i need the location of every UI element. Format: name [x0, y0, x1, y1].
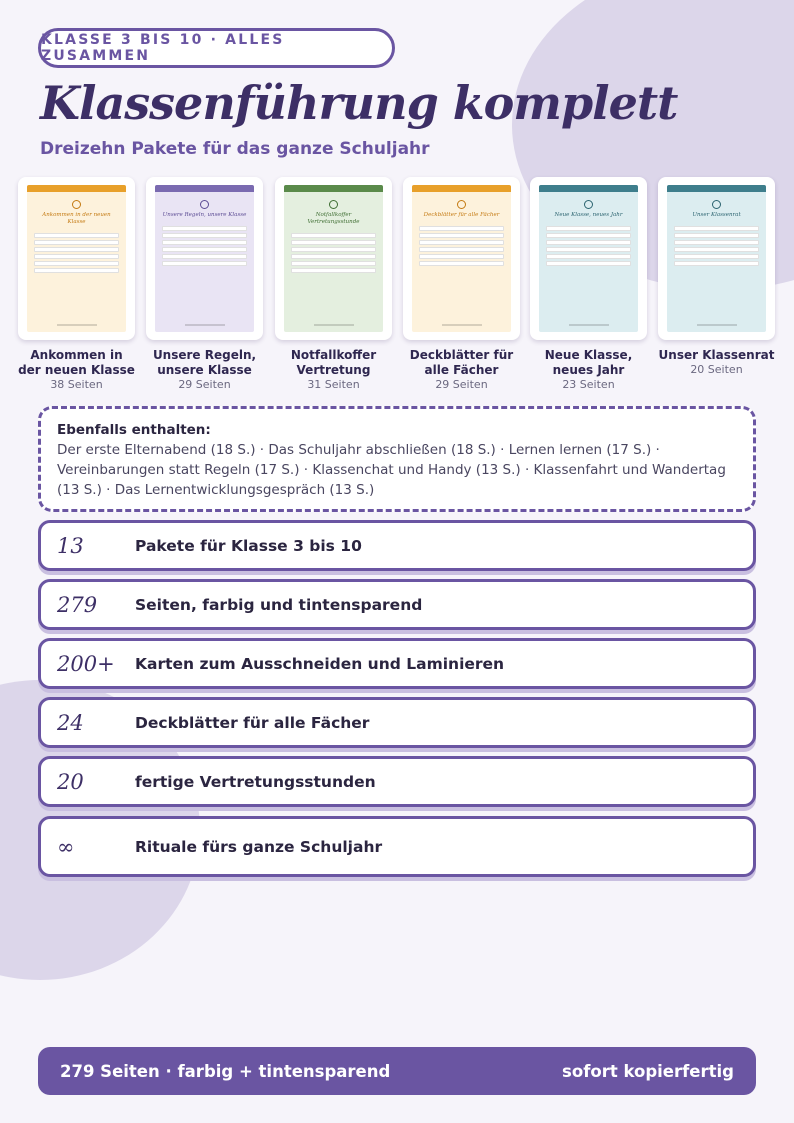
cover-row-decoration [674, 226, 759, 231]
cover-row-decoration [291, 268, 376, 273]
cover-thumbnail [403, 177, 520, 340]
sun-icon [72, 200, 81, 209]
cover-band [27, 185, 126, 192]
cover-row-decoration [291, 261, 376, 266]
cover-row-decoration [162, 226, 247, 231]
cover-row-decoration [291, 254, 376, 259]
cover-row-decoration [546, 261, 631, 266]
stat-card [38, 579, 756, 630]
cover-band [539, 185, 638, 192]
cover-spacer [545, 219, 632, 224]
cover-name: Ankommen in der neuen Klasse [18, 348, 135, 377]
cover-band [155, 185, 254, 192]
cover-sheet-title: Deckblätter für alle Fächer [423, 212, 500, 218]
stat-label: Seiten, farbig und tintensparend [135, 595, 423, 614]
stat-card [38, 756, 756, 807]
cover-row-decoration [419, 254, 504, 259]
cover-row-decoration [34, 254, 119, 259]
cover-row-decoration [34, 233, 119, 238]
cover-row-decoration [419, 233, 504, 238]
cover-band [667, 185, 766, 192]
cover-thumbnail [658, 177, 775, 340]
cover-row-decoration [34, 247, 119, 252]
cover-row-decoration [546, 240, 631, 245]
cover-sheet [412, 185, 511, 332]
cover-page-count: 23 Seiten [562, 378, 615, 391]
stat-label: Pakete für Klasse 3 bis 10 [135, 536, 362, 555]
stat-number: 200+ [57, 651, 115, 676]
cover-sheet [539, 185, 638, 332]
stat-card [38, 520, 756, 571]
cover-row-decoration [162, 261, 247, 266]
stat-number: 20 [57, 769, 84, 794]
cover-thumbnail [18, 177, 135, 340]
package-cover [18, 177, 135, 392]
page-title: Klassenführung komplett [40, 76, 678, 130]
stat-card [38, 638, 756, 689]
cover-row-decoration [674, 233, 759, 238]
stat-card [38, 697, 756, 748]
package-cover [146, 177, 263, 392]
cover-spacer [33, 226, 120, 231]
cover-footer-line [539, 324, 638, 326]
cover-row-decoration [546, 233, 631, 238]
book-icon [457, 200, 466, 209]
package-covers [18, 177, 778, 397]
footer-left-text: 279 Seiten · farbig + tintensparend [60, 1061, 391, 1081]
package-cover [403, 177, 520, 392]
cover-row-decoration [674, 254, 759, 259]
footer-right-text: sofort kopierfertig [562, 1061, 734, 1081]
cover-row-decoration [419, 261, 504, 266]
cover-row-decoration [546, 226, 631, 231]
cover-sheet [155, 185, 254, 332]
cover-thumbnail [146, 177, 263, 340]
cover-name: Unsere Regeln, unsere Klasse [152, 348, 257, 377]
stat-number: 279 [57, 592, 98, 617]
cover-row-decoration [162, 233, 247, 238]
cover-row-decoration [34, 261, 119, 266]
cover-row-decoration [291, 247, 376, 252]
cover-footer-line [667, 324, 766, 326]
briefcase-icon [329, 200, 338, 209]
also-included-list: Der erste Elternabend (18 S.) · Das Schuljahr abschließen (18 S.) · Lernen lernen (17 S.) · Vereinbarungen statt Regeln (17 S.) · Klassenchat und Handy (13 S.) · Klassenfahrt und Wandertag (13 S.) · Das Lernentwicklungsgespräch (13 S.) [57, 442, 726, 498]
cover-row-decoration [419, 226, 504, 231]
cover-page-count: 31 Seiten [307, 378, 360, 391]
cover-row-decoration [34, 240, 119, 245]
cover-sheet [27, 185, 126, 332]
grade-range-pill: KLASSE 3 BIS 10 · ALLES ZUSAMMEN [38, 28, 395, 68]
cover-row-decoration [546, 247, 631, 252]
cover-page-count: 29 Seiten [178, 378, 231, 391]
cover-sheet-title: Notfallkoffer Vertretungsstunde [307, 212, 360, 225]
cover-thumbnail [530, 177, 647, 340]
cover-sheet-title: Ankommen in der neuen Klasse [42, 212, 111, 225]
cover-row-decoration [419, 240, 504, 245]
package-cover [530, 177, 647, 392]
check-icon [200, 200, 209, 209]
cover-band [284, 185, 383, 192]
cover-page-count: 29 Seiten [435, 378, 488, 391]
cover-band [412, 185, 511, 192]
also-included-box [38, 406, 756, 512]
cover-name: Neue Klasse, neues Jahr [544, 348, 633, 377]
cover-sheet-title: Unser Klassenrat [692, 212, 741, 218]
cover-spacer [290, 226, 377, 231]
cover-name: Notfallkoffer Vertretung [290, 348, 377, 377]
stat-label: Karten zum Ausschneiden und Laminieren [135, 654, 505, 673]
cover-row-decoration [674, 240, 759, 245]
cover-name: Deckblätter für alle Fächer [409, 348, 514, 377]
cover-sheet [667, 185, 766, 332]
cover-row-decoration [674, 261, 759, 266]
cover-row-decoration [419, 247, 504, 252]
cover-row-decoration [546, 254, 631, 259]
cover-page-count: 38 Seiten [50, 378, 103, 391]
stat-card [38, 816, 756, 877]
stat-label: Deckblätter für alle Fächer [135, 713, 370, 732]
stat-number: ∞ [57, 834, 75, 859]
people-icon [712, 200, 721, 209]
cover-row-decoration [674, 247, 759, 252]
cover-row-decoration [291, 233, 376, 238]
cover-footer-line [284, 324, 383, 326]
cover-footer-line [412, 324, 511, 326]
cover-name: Unser Klassenrat [658, 348, 775, 362]
cover-row-decoration [34, 268, 119, 273]
cover-sheet-title: Neue Klasse, neues Jahr [554, 212, 623, 218]
stat-number: 13 [57, 533, 84, 558]
people-icon [584, 200, 593, 209]
stat-label: Rituale fürs ganze Schuljahr [135, 837, 383, 856]
cover-spacer [161, 219, 248, 224]
cover-spacer [418, 219, 505, 224]
stat-number: 24 [57, 710, 84, 735]
cover-row-decoration [162, 240, 247, 245]
cover-footer-line [155, 324, 254, 326]
cover-sheet-title: Unsere Regeln, unsere Klasse [162, 212, 247, 218]
cover-footer-line [27, 324, 126, 326]
page-subtitle: Dreizehn Pakete für das ganze Schuljahr [40, 139, 430, 159]
package-cover [658, 177, 775, 377]
cover-thumbnail [275, 177, 392, 340]
cover-page-count: 20 Seiten [690, 363, 743, 376]
cover-sheet [284, 185, 383, 332]
also-included-heading: Ebenfalls enthalten: [57, 422, 211, 438]
package-cover [275, 177, 392, 392]
cover-row-decoration [162, 247, 247, 252]
cover-row-decoration [162, 254, 247, 259]
stat-label: fertige Vertretungsstunden [135, 772, 376, 791]
cover-row-decoration [291, 240, 376, 245]
cover-spacer [673, 219, 760, 224]
footer-bar [38, 1047, 756, 1095]
